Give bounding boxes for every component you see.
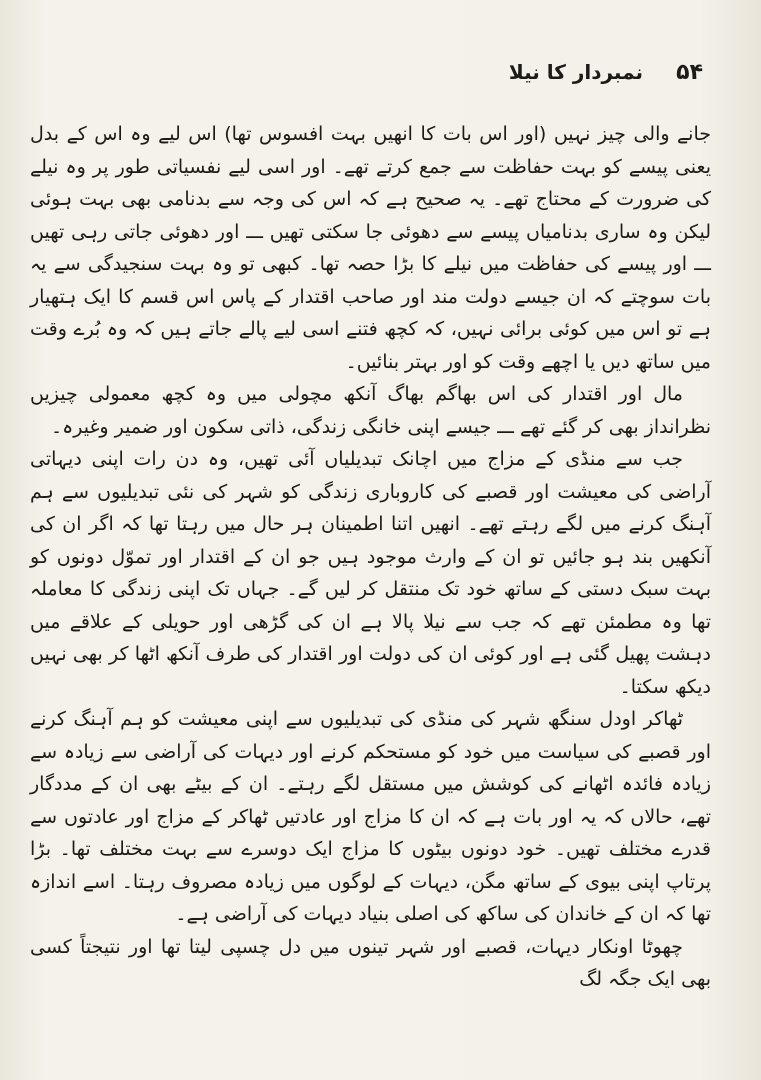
paragraph-4: ٹھاکر اودل سنگھ شہر کی منڈی کی تبدیلیوں سے اپنی معیشت کو ہم آہنگ کرنے اور قصبے کی سیاست میں خود کو مستحکم کرنے اور دیہات کی آراضی سے زیادہ سے زیادہ فائدہ اٹھانے کی کوشش میں مستقل لگے رہتے۔ ان کے بیٹے بھی ان کے مددگار تھے، حالاں کہ یہ اور بات ہے کہ ان کا مزاج اور عادتیں ٹھاکر کے مزاج اور عادتوں سے قدرے مختلف تھیں۔ خود دونوں بیٹوں کا مزاج ایک دوسرے سے بہت مختلف تھا۔ بڑا پرتاپ اپنی بیوی کے ساتھ مگن، دیہات کے لوگوں میں زیادہ مصروف رہتا۔ اسے اندازہ تھا کہ ان کے خاندان کی ساکھ کی اصلی بنیاد دیہات کی آراضی ہے۔ [30,708,711,925]
running-title: نمبردار کا نیلا [508,60,643,84]
body-text [30,118,711,996]
paragraph-5: چھوٹا اونکار دیہات، قصبے اور شہر تینوں میں دل چسپی لیتا تھا اور نتیجتاً کسی بھی ایک جگہ لگ [30,935,711,990]
page-number: ۵۴ [676,60,703,85]
paragraph-2: مال اور اقتدار کی اس بھاگم بھاگ آنکھ مچولی میں وہ کچھ معمولی چیزیں نظرانداز بھی کر گئے تھے ـــ جیسے اپنی خانگی زندگی، ذاتی سکون اور ضمیر وغیرہ۔ [30,383,711,438]
paragraph-1: جانے والی چیز نہیں (اور اس بات کا انھیں بہت افسوس تھا) اس لیے وہ اس کے بدل یعنی پیسے کو بہت حفاظت سے جمع کرتے تھے۔ اور اسی لیے نفسیاتی طور پر وہ نیلے کی ضرورت کے محتاج تھے۔ یہ صحیح ہے کہ اس کی وجہ سے بدنامی بھی بہت ہوئی لیکن وہ ساری بدنامیاں پیسے سے دھوئی جا سکتی تھیں ـــ اور دھوئی جاتی رہی تھیں ـــ اور پیسے کی حفاظت میں نیلے کا بڑا حصہ تھا۔ کبھی تو وہ بہت سنجیدگی سے یہ بات سوچتے کہ ان جیسے دولت مند اور صاحب اقتدار کے پاس اس قسم کا ایک ہتھیار ہے تو اس میں کوئی برائی نہیں، کہ کچھ فتنے اسی لیے پالے جاتے ہیں کہ وہ بُرے وقت میں ساتھ دیں یا اچھے وقت کو اور بہتر بنائیں۔ [30,123,711,373]
page-header [60,58,703,94]
paragraph-3: جب سے منڈی کے مزاج میں اچانک تبدیلیاں آئی تھیں، وہ دن رات اپنی دیہاتی آراضی کی معیشت اور قصبے کی کاروباری زندگی کو شہر کی نئی تبدیلیوں سے ہم آہنگ کرنے میں لگے رہتے تھے۔ انھیں اتنا اطمینان ہر حال میں رہتا تھا کہ اگر ان کی آنکھیں بند ہو جائیں تو ان کے وارث موجود ہیں جو ان کے اقتدار اور تموّل دونوں کو بہت سبک دستی کے ساتھ خود تک منتقل کر لیں گے۔ جہاں تک اپنی زندگی کا معاملہ تھا وہ مطمئن تھے کہ جب سے نیلا پالا ہے ان کی گڑھی اور حویلی کے علاقے میں دہشت پھیل گئی ہے اور کوئی ان کی دولت اور اقتدار کی طرف آنکھ اٹھا کر بھی نہیں دیکھ سکتا۔ [30,448,711,698]
